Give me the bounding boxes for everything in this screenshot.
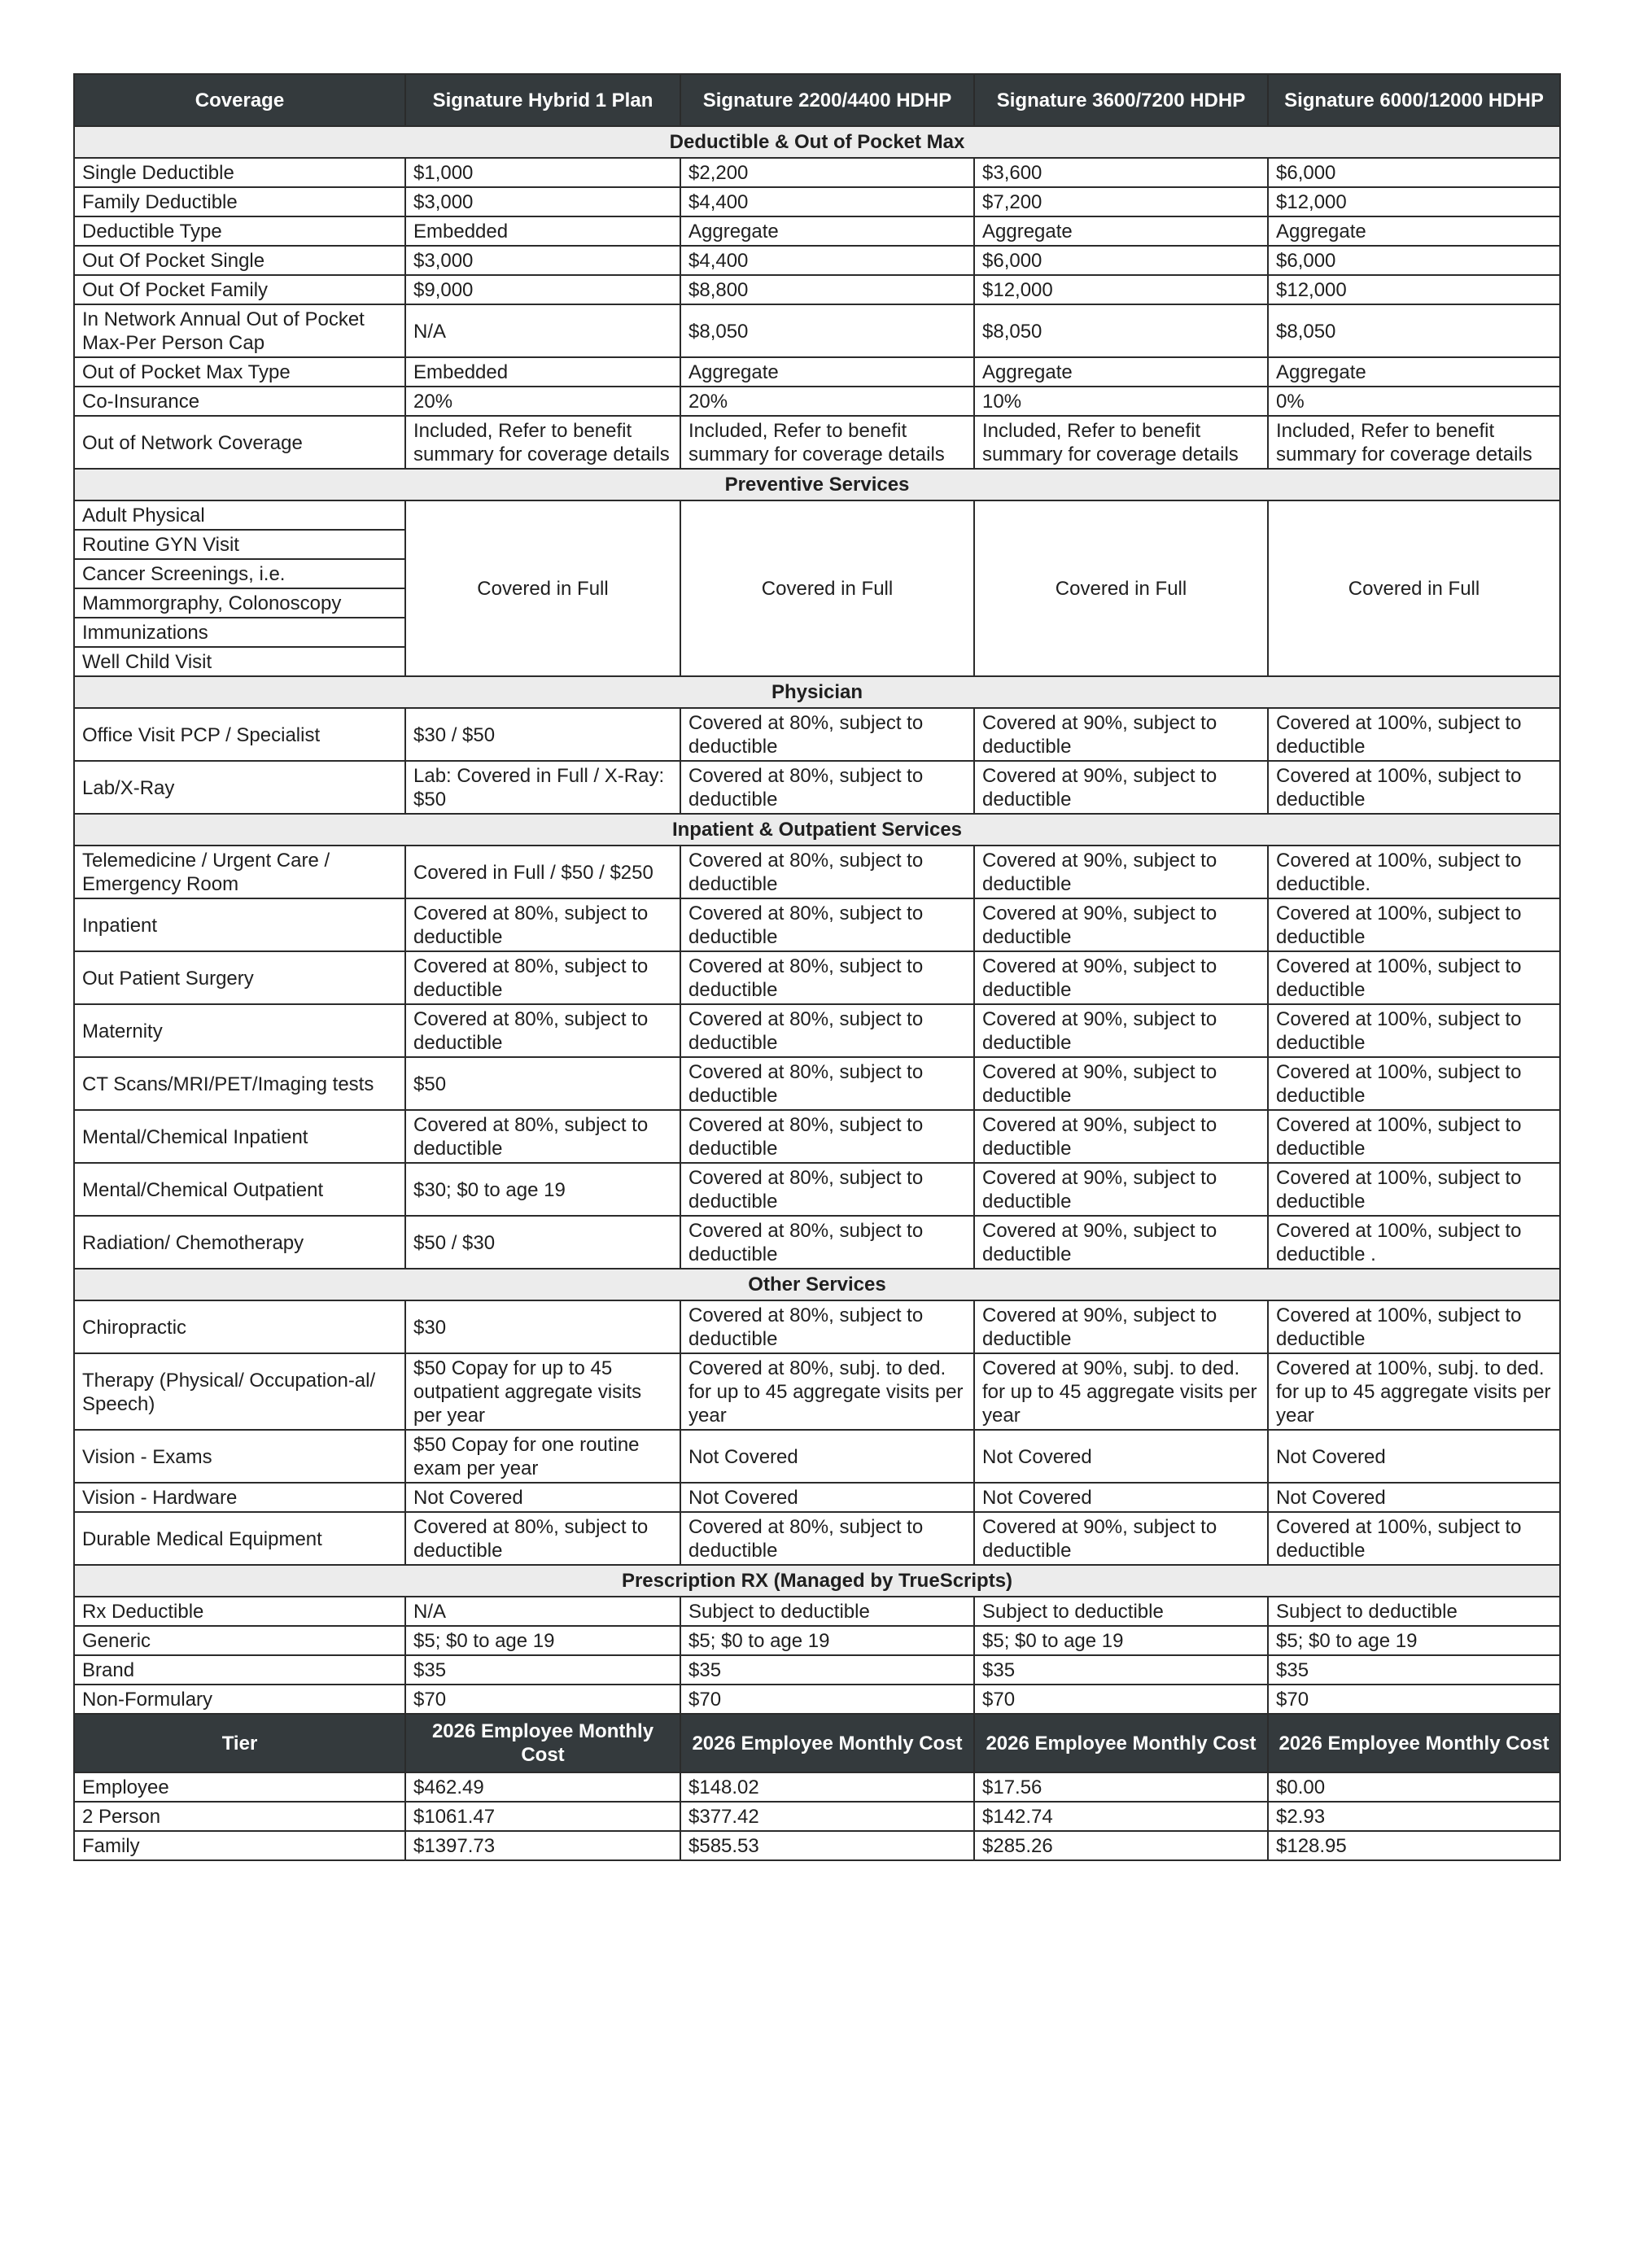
cell-value: Covered at 80%, subject to deductible <box>405 898 680 951</box>
row-label: Vision - Exams <box>74 1430 405 1483</box>
cell-value: Not Covered <box>1268 1483 1560 1512</box>
cell-value: 10% <box>974 387 1268 416</box>
cell-value: $462.49 <box>405 1772 680 1802</box>
cell-value: $3,000 <box>405 187 680 216</box>
cell-value: $8,050 <box>680 304 974 357</box>
table-row <box>74 1216 1560 1269</box>
row-label: Radiation/ Chemotherapy <box>74 1216 405 1269</box>
cell-value: Covered at 90%, subject to deductible <box>974 951 1268 1004</box>
table-row <box>74 187 1560 216</box>
preventive-item: Well Child Visit <box>74 647 405 676</box>
cell-value: Covered at 80%, subject to deductible <box>680 708 974 761</box>
cell-value: Covered at 90%, subject to deductible <box>974 1057 1268 1110</box>
tier-header: Tier <box>74 1714 405 1772</box>
cell-value: Lab: Covered in Full / X-Ray: $50 <box>405 761 680 814</box>
cell-value: Included, Refer to benefit summary for coverage details <box>680 416 974 469</box>
cell-value: $1397.73 <box>405 1831 680 1860</box>
cost-header: 2026 Employee Monthly Cost <box>1268 1714 1560 1772</box>
cell-value: $142.74 <box>974 1802 1268 1831</box>
benefits-comparison-table <box>73 73 1561 1861</box>
cell-value: $6,000 <box>1268 158 1560 187</box>
cell-value: $128.95 <box>1268 1831 1560 1860</box>
cell-value: 20% <box>405 387 680 416</box>
cell-value: Covered at 80%, subject to deductible <box>680 1004 974 1057</box>
cell-value: N/A <box>405 304 680 357</box>
cell-value: $4,400 <box>680 187 974 216</box>
cell-value: 20% <box>680 387 974 416</box>
cell-value: Covered at 90%, subject to deductible <box>974 1004 1268 1057</box>
preventive-item: Routine GYN Visit <box>74 530 405 559</box>
preventive-value: Covered in Full <box>1268 500 1560 676</box>
cell-value: Not Covered <box>680 1483 974 1512</box>
cell-value: $35 <box>405 1655 680 1685</box>
cell-value: Covered at 80%, subject to deductible <box>680 951 974 1004</box>
section-title: Physician <box>74 676 1560 708</box>
cell-value: Covered at 100%, subject to deductible <box>1268 1163 1560 1216</box>
cell-value: Aggregate <box>974 216 1268 246</box>
row-label: Chiropractic <box>74 1300 405 1353</box>
row-label: Mental/Chemical Inpatient <box>74 1110 405 1163</box>
table-row <box>74 1831 1560 1860</box>
table-row <box>74 1772 1560 1802</box>
row-label: Office Visit PCP / Specialist <box>74 708 405 761</box>
cell-value: Covered at 80%, subject to deductible <box>680 898 974 951</box>
row-label: Co-Insurance <box>74 387 405 416</box>
row-label: Deductible Type <box>74 216 405 246</box>
cell-value: Covered at 90%, subject to deductible <box>974 898 1268 951</box>
cell-value: $2,200 <box>680 158 974 187</box>
preventive-value: Covered in Full <box>974 500 1268 676</box>
section-header-row <box>74 126 1560 158</box>
cell-value: $50 Copay for up to 45 outpatient aggregate visits per year <box>405 1353 680 1430</box>
cell-value: $70 <box>680 1685 974 1714</box>
row-label: CT Scans/MRI/PET/Imaging tests <box>74 1057 405 1110</box>
cell-value: $4,400 <box>680 246 974 275</box>
cell-value: $30 <box>405 1300 680 1353</box>
table-row <box>74 708 1560 761</box>
cell-value: $12,000 <box>1268 187 1560 216</box>
cell-value: $5; $0 to age 19 <box>405 1626 680 1655</box>
cell-value: Covered at 80%, subject to deductible <box>680 1163 974 1216</box>
cost-header: 2026 Employee Monthly Cost <box>405 1714 680 1772</box>
section-title: Deductible & Out of Pocket Max <box>74 126 1560 158</box>
section-title: Prescription RX (Managed by TrueScripts) <box>74 1565 1560 1597</box>
table-row <box>74 846 1560 898</box>
cell-value: Not Covered <box>974 1483 1268 1512</box>
cell-value: Aggregate <box>1268 216 1560 246</box>
cell-value: Covered at 80%, subject to deductible <box>680 1512 974 1565</box>
cell-value: $70 <box>405 1685 680 1714</box>
cell-value: Covered at 80%, subject to deductible <box>680 1057 974 1110</box>
cell-value: Covered at 100%, subject to deductible <box>1268 1004 1560 1057</box>
cell-value: $35 <box>680 1655 974 1685</box>
table-row <box>74 275 1560 304</box>
cell-value: Covered at 100%, subject to deductible <box>1268 951 1560 1004</box>
cell-value: Covered at 80%, subject to deductible <box>405 1110 680 1163</box>
row-label: 2 Person <box>74 1802 405 1831</box>
row-label: Lab/X-Ray <box>74 761 405 814</box>
cell-value: $6,000 <box>974 246 1268 275</box>
cell-value: $1,000 <box>405 158 680 187</box>
cell-value: N/A <box>405 1597 680 1626</box>
table-row <box>74 1483 1560 1512</box>
table-row <box>74 416 1560 469</box>
cell-value: Not Covered <box>680 1430 974 1483</box>
cell-value: Covered at 90%, subject to deductible <box>974 1110 1268 1163</box>
cell-value: Covered at 100%, subject to deductible. <box>1268 846 1560 898</box>
table-row <box>74 500 1560 530</box>
preventive-item: Adult Physical <box>74 500 405 530</box>
row-label: Rx Deductible <box>74 1597 405 1626</box>
row-label: Telemedicine / Urgent Care / Emergency Room <box>74 846 405 898</box>
row-label: Out of Pocket Max Type <box>74 357 405 387</box>
cell-value: Subject to deductible <box>974 1597 1268 1626</box>
table-row <box>74 761 1560 814</box>
cell-value: $5; $0 to age 19 <box>680 1626 974 1655</box>
cell-value: Covered at 90%, subject to deductible <box>974 708 1268 761</box>
benefits-page <box>73 73 1559 1861</box>
row-label: Employee <box>74 1772 405 1802</box>
row-label: Out Of Pocket Single <box>74 246 405 275</box>
cell-value: Covered at 100%, subject to deductible <box>1268 761 1560 814</box>
cell-value: $30 / $50 <box>405 708 680 761</box>
row-label: Therapy (Physical/ Occupation-al/ Speech) <box>74 1353 405 1430</box>
row-label: Generic <box>74 1626 405 1655</box>
section-header-row <box>74 1565 1560 1597</box>
cell-value: $35 <box>1268 1655 1560 1685</box>
header-row <box>74 74 1560 126</box>
section-title: Preventive Services <box>74 469 1560 500</box>
cell-value: Covered at 100%, subject to deductible <box>1268 1300 1560 1353</box>
table-row <box>74 387 1560 416</box>
cell-value: $3,600 <box>974 158 1268 187</box>
table-row <box>74 1057 1560 1110</box>
cell-value: $0.00 <box>1268 1772 1560 1802</box>
preventive-item: Cancer Screenings, i.e. <box>74 559 405 588</box>
cell-value: Covered at 100%, subject to deductible <box>1268 1057 1560 1110</box>
table-row <box>74 1163 1560 1216</box>
plan-header: Signature 6000/12000 HDHP <box>1268 74 1560 126</box>
row-label: Durable Medical Equipment <box>74 1512 405 1565</box>
row-label: Vision - Hardware <box>74 1483 405 1512</box>
cell-value: Subject to deductible <box>680 1597 974 1626</box>
table-row <box>74 1300 1560 1353</box>
cell-value: Covered at 100%, subject to deductible <box>1268 1110 1560 1163</box>
cell-value: Included, Refer to benefit summary for coverage details <box>974 416 1268 469</box>
cell-value: Covered in Full / $50 / $250 <box>405 846 680 898</box>
cell-value: $9,000 <box>405 275 680 304</box>
cell-value: Covered at 80%, subj. to ded. for up to 45 aggregate visits per year <box>680 1353 974 1430</box>
table-row <box>74 1004 1560 1057</box>
cell-value: $8,800 <box>680 275 974 304</box>
cell-value: $6,000 <box>1268 246 1560 275</box>
cell-value: $2.93 <box>1268 1802 1560 1831</box>
cell-value: Included, Refer to benefit summary for coverage details <box>1268 416 1560 469</box>
cell-value: Not Covered <box>1268 1430 1560 1483</box>
section-header-row <box>74 1269 1560 1300</box>
cell-value: Covered at 80%, subject to deductible <box>405 1004 680 1057</box>
cell-value: Covered at 80%, subject to deductible <box>680 1110 974 1163</box>
cell-value: $50 Copay for one routine exam per year <box>405 1430 680 1483</box>
row-label: Brand <box>74 1655 405 1685</box>
cell-value: $12,000 <box>974 275 1268 304</box>
plan-header: Signature 3600/7200 HDHP <box>974 74 1268 126</box>
cell-value: $285.26 <box>974 1831 1268 1860</box>
cell-value: Subject to deductible <box>1268 1597 1560 1626</box>
cell-value: $148.02 <box>680 1772 974 1802</box>
table-body <box>74 126 1560 1860</box>
table-row <box>74 216 1560 246</box>
row-label: Family <box>74 1831 405 1860</box>
row-label: Out of Network Coverage <box>74 416 405 469</box>
cell-value: $377.42 <box>680 1802 974 1831</box>
cell-value: Covered at 80%, subject to deductible <box>405 1512 680 1565</box>
cell-value: Covered at 80%, subject to deductible <box>680 1216 974 1269</box>
cell-value: Covered at 90%, subject to deductible <box>974 1512 1268 1565</box>
cell-value: Not Covered <box>405 1483 680 1512</box>
cell-value: $7,200 <box>974 187 1268 216</box>
row-label: Single Deductible <box>74 158 405 187</box>
section-title: Inpatient & Outpatient Services <box>74 814 1560 846</box>
table-row <box>74 1802 1560 1831</box>
table-row <box>74 1597 1560 1626</box>
table-row <box>74 1512 1560 1565</box>
cell-value: Covered at 90%, subject to deductible <box>974 1216 1268 1269</box>
cost-header-row <box>74 1714 1560 1772</box>
preventive-item: Immunizations <box>74 618 405 647</box>
table-row <box>74 1626 1560 1655</box>
table-row <box>74 1353 1560 1430</box>
cell-value: Covered at 100%, subject to deductible <box>1268 708 1560 761</box>
table-row <box>74 158 1560 187</box>
cell-value: $12,000 <box>1268 275 1560 304</box>
cell-value: Covered at 100%, subject to deductible . <box>1268 1216 1560 1269</box>
row-label: Maternity <box>74 1004 405 1057</box>
cell-value: Aggregate <box>680 216 974 246</box>
cell-value: Covered at 90%, subject to deductible <box>974 1300 1268 1353</box>
cell-value: Covered at 90%, subj. to ded. for up to 45 aggregate visits per year <box>974 1353 1268 1430</box>
section-title: Other Services <box>74 1269 1560 1300</box>
preventive-value: Covered in Full <box>680 500 974 676</box>
cell-value: $5; $0 to age 19 <box>1268 1626 1560 1655</box>
row-label: Mental/Chemical Outpatient <box>74 1163 405 1216</box>
preventive-item: Mammorgraphy, Colonoscopy <box>74 588 405 618</box>
row-label: Non-Formulary <box>74 1685 405 1714</box>
row-label: In Network Annual Out of Pocket Max-Per Person Cap <box>74 304 405 357</box>
cell-value: Aggregate <box>1268 357 1560 387</box>
cell-value: $8,050 <box>1268 304 1560 357</box>
plan-header: Signature 2200/4400 HDHP <box>680 74 974 126</box>
cell-value: Covered at 100%, subject to deductible <box>1268 1512 1560 1565</box>
table-row <box>74 951 1560 1004</box>
row-label: Family Deductible <box>74 187 405 216</box>
cell-value: $8,050 <box>974 304 1268 357</box>
cell-value: Covered at 100%, subj. to ded. for up to 45 aggregate visits per year <box>1268 1353 1560 1430</box>
table-row <box>74 304 1560 357</box>
coverage-header: Coverage <box>74 74 405 126</box>
cell-value: Covered at 80%, subject to deductible <box>680 1300 974 1353</box>
cell-value: Covered at 90%, subject to deductible <box>974 846 1268 898</box>
preventive-value: Covered in Full <box>405 500 680 676</box>
cell-value: $70 <box>974 1685 1268 1714</box>
cell-value: Aggregate <box>680 357 974 387</box>
section-header-row <box>74 814 1560 846</box>
cell-value: Included, Refer to benefit summary for coverage details <box>405 416 680 469</box>
cell-value: Aggregate <box>974 357 1268 387</box>
cell-value: $30; $0 to age 19 <box>405 1163 680 1216</box>
table-row <box>74 357 1560 387</box>
section-header-row <box>74 676 1560 708</box>
row-label: Out Of Pocket Family <box>74 275 405 304</box>
cost-header: 2026 Employee Monthly Cost <box>680 1714 974 1772</box>
table-row <box>74 1685 1560 1714</box>
table-row <box>74 1110 1560 1163</box>
cell-value: Covered at 80%, subject to deductible <box>405 951 680 1004</box>
cell-value: Embedded <box>405 216 680 246</box>
cell-value: Embedded <box>405 357 680 387</box>
cell-value: $35 <box>974 1655 1268 1685</box>
table-row <box>74 1430 1560 1483</box>
cell-value: Not Covered <box>974 1430 1268 1483</box>
cost-header: 2026 Employee Monthly Cost <box>974 1714 1268 1772</box>
cell-value: $50 <box>405 1057 680 1110</box>
cell-value: $1061.47 <box>405 1802 680 1831</box>
cell-value: Covered at 80%, subject to deductible <box>680 761 974 814</box>
cell-value: Covered at 80%, subject to deductible <box>680 846 974 898</box>
cell-value: Covered at 90%, subject to deductible <box>974 761 1268 814</box>
cell-value: $50 / $30 <box>405 1216 680 1269</box>
cell-value: 0% <box>1268 387 1560 416</box>
table-row <box>74 1655 1560 1685</box>
section-header-row <box>74 469 1560 500</box>
cell-value: $5; $0 to age 19 <box>974 1626 1268 1655</box>
plan-header: Signature Hybrid 1 Plan <box>405 74 680 126</box>
cell-value: Covered at 100%, subject to deductible <box>1268 898 1560 951</box>
row-label: Inpatient <box>74 898 405 951</box>
table-row <box>74 246 1560 275</box>
cell-value: Covered at 90%, subject to deductible <box>974 1163 1268 1216</box>
table-row <box>74 898 1560 951</box>
cell-value: $70 <box>1268 1685 1560 1714</box>
cell-value: $17.56 <box>974 1772 1268 1802</box>
cell-value: $3,000 <box>405 246 680 275</box>
cell-value: $585.53 <box>680 1831 974 1860</box>
row-label: Out Patient Surgery <box>74 951 405 1004</box>
